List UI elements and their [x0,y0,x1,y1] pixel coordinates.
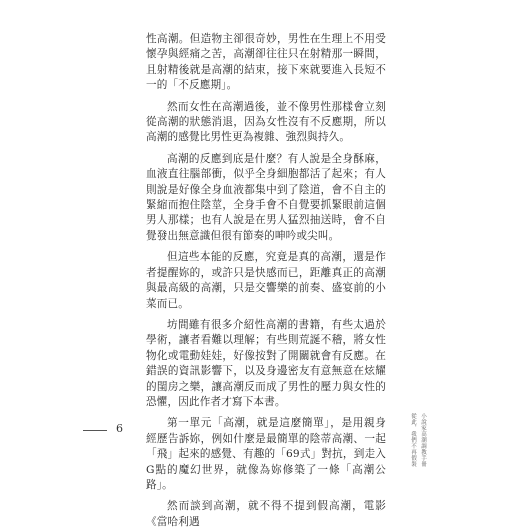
paragraph: 然而談到高潮，就不得不提到假高潮，電影《當哈利遇 [146,500,386,528]
running-head-line: 小說家高潮調教手冊 [420,413,426,467]
paragraph: 高潮的反應到底是什麼？有人說是全身酥麻，血液直往腦部衝，似乎全身細胞都活了起來；有人則說是好像全身血液都集中到了陰道，會不自主的緊縮而抱住陰莖，全身手會不自覺要抓緊眼前這個男人那樣；也有人說是在男人猛烈抽送時，會不自覺發出無意識但很有節奏的呻吟或尖叫。 [146,152,386,242]
paragraph: 第一單元「高潮，就是這麼簡單」，是用親身經歷告訴妳，例如什麼是最簡單的陰蒂高潮、一起「飛」起來的感覺、有趣的「69式」對抗，到走入G點的魔幻世界，就像為妳修築了一條「高潮公路」。 [146,417,386,491]
running-head-line: 從此，我們不再假裝 [410,413,416,467]
paragraph: 但這些本能的反應，究竟是真的高潮，還是作者提醒妳的，或許只是快感而已，距離真正的高潮與最高級的高潮，只是交響樂的前奏、盛宴前的小菜而已。 [146,251,386,310]
running-head [320,413,426,467]
paragraph: 坊間雖有很多介紹性高潮的書籍，有些太過於學術，讓者看難以理解；有些則荒誕不稽，將女性物化或電動娃娃，好像按對了開關就會有反應。在錯誤的資訊影響下，以及身邊密友有意無意在炫耀的閨房之樂，讓高潮反而成了男性的壓力與女性的恐懼，因此作者才寫下本書。 [146,318,386,408]
footer-rule [83,430,107,431]
paragraph: 性高潮。但造物主卻很奇妙，男性在生理上不用受懷孕與經痛之苦，高潮卻往往只在射精那一瞬間，且射精後就是高潮的結束，接下來就要進入長短不一的「不反應期」。 [146,33,386,92]
page-number: 6 [116,422,123,435]
paragraph: 然而女性在高潮過後，並不像男性那樣會立刻從高潮的狀態消退，因為女性沒有不反應期，所以高潮的感覺比男性更為複雜、強烈與持久。 [146,100,386,144]
